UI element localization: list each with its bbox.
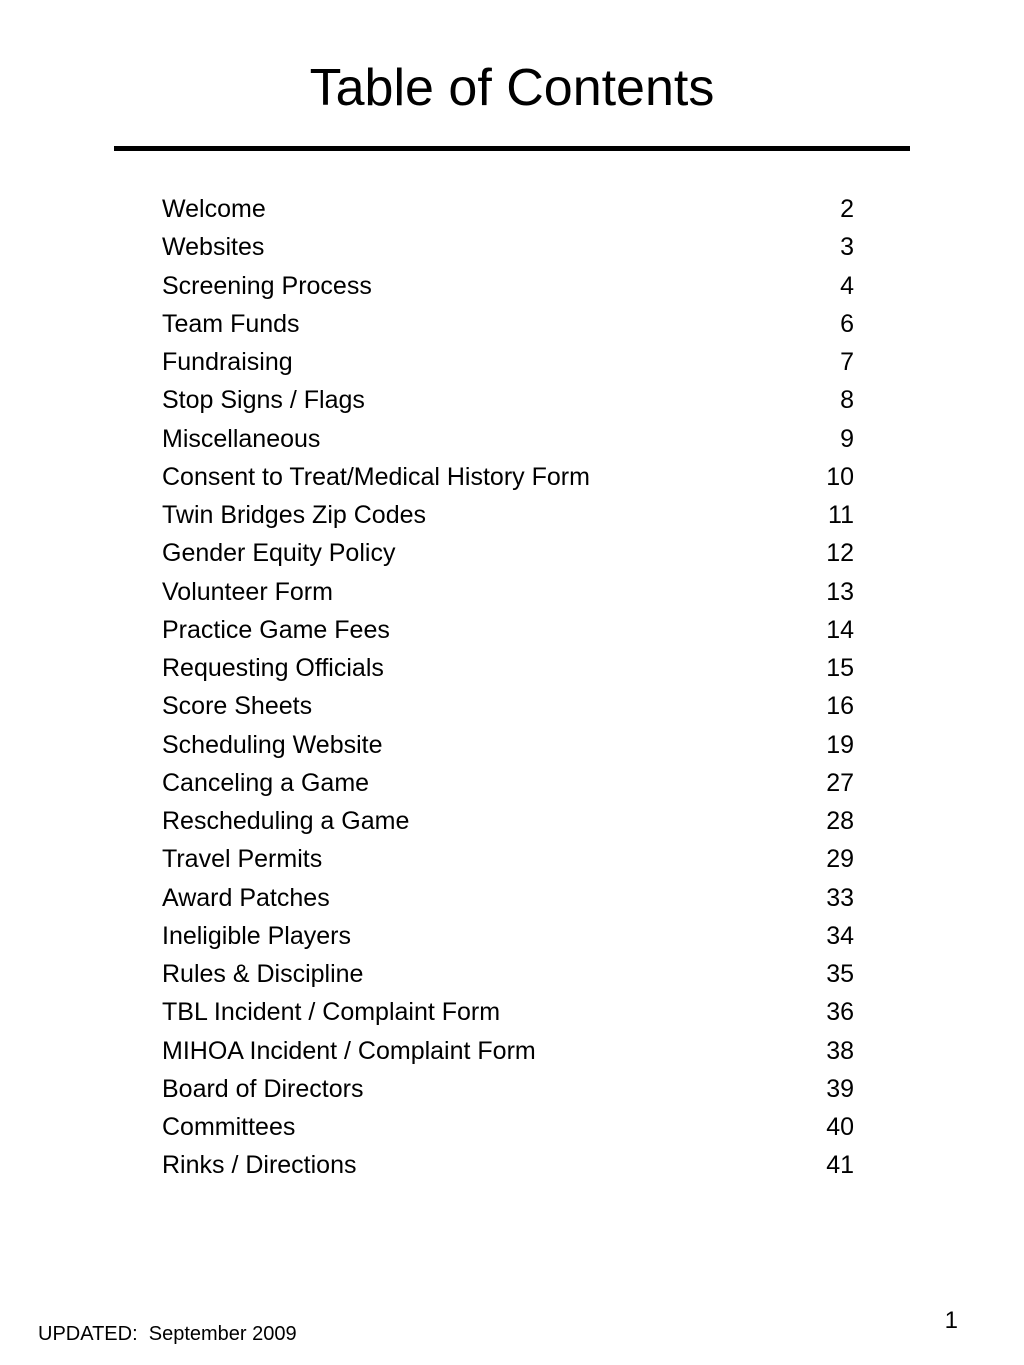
toc-entry — [162, 611, 854, 649]
toc-entry-label: Ineligible Players — [162, 921, 351, 950]
toc-entry-page: 28 — [826, 807, 854, 835]
toc-entry — [162, 649, 854, 687]
toc-entry — [162, 917, 854, 955]
toc-entry — [162, 726, 854, 764]
toc-entry — [162, 687, 854, 725]
toc-entry — [162, 228, 854, 266]
toc-entry-page: 12 — [826, 539, 854, 568]
toc-entry-label: Scheduling Website — [162, 730, 383, 759]
toc-entry-page: 6 — [840, 309, 854, 338]
toc-entry-page: 38 — [826, 1036, 854, 1065]
toc-entry-page: 27 — [826, 768, 854, 797]
updated-date: UPDATED: September 2009 — [38, 1323, 297, 1345]
toc-entry-page: 33 — [826, 883, 854, 912]
page-number: 1 — [944, 1307, 958, 1334]
toc-entry-label: Rinks / Directions — [162, 1151, 357, 1180]
toc-entry-label: Committees — [162, 1113, 296, 1141]
toc-entry-page: 34 — [826, 921, 854, 950]
toc-entry-page: 8 — [840, 386, 854, 415]
toc-entry — [162, 381, 854, 419]
toc-entry — [162, 764, 854, 802]
toc-entry-page: 14 — [826, 615, 854, 644]
toc-entry — [162, 267, 854, 305]
toc-entry-page: 11 — [828, 501, 854, 529]
toc-entry-label: Consent to Treat/Medical History Form — [162, 462, 590, 491]
toc-entry — [162, 1032, 854, 1070]
toc-entry-label: Canceling a Game — [162, 768, 370, 797]
toc-entry-label: Rules & Discipline — [162, 960, 364, 988]
toc-entry-label: Fundraising — [162, 348, 293, 376]
toc-entry — [162, 993, 854, 1031]
toc-entry-label: Board of Directors — [162, 1074, 364, 1103]
toc-entry-page: 9 — [840, 424, 854, 453]
toc-entry-page: 41 — [826, 1151, 854, 1180]
toc-entry-page: 3 — [840, 233, 854, 262]
toc-entry-label: Requesting Officials — [162, 654, 384, 682]
toc-entry-page: 16 — [826, 692, 854, 721]
page-title: Table of Contents — [309, 59, 715, 117]
toc-entry — [162, 573, 854, 611]
toc-entry — [162, 1070, 854, 1108]
title-divider — [114, 146, 910, 151]
toc-entry — [162, 955, 854, 993]
toc-entry-label: Websites — [162, 233, 265, 262]
toc-entry-label: Travel Permits — [162, 845, 323, 874]
toc-entry-page: 39 — [826, 1074, 854, 1103]
toc-entry — [162, 840, 854, 878]
toc-entry-page: 19 — [826, 730, 854, 759]
toc-entry-label: Gender Equity Policy — [162, 539, 396, 568]
toc-entry — [162, 1108, 854, 1146]
toc-entry — [162, 802, 854, 840]
toc-entry — [162, 420, 854, 458]
toc-entry-page: 29 — [826, 845, 854, 874]
toc-entry-page: 10 — [826, 462, 854, 491]
toc-entry-page: 7 — [840, 348, 854, 376]
toc-entry-label: Award Patches — [162, 883, 330, 912]
toc-entry-label: Welcome — [162, 195, 266, 223]
toc-entry — [162, 879, 854, 917]
toc-entry-label: Stop Signs / Flags — [162, 386, 365, 415]
toc-entry-page: 15 — [826, 654, 854, 682]
toc-entry-label: Score Sheets — [162, 692, 313, 721]
toc-entry — [162, 496, 854, 534]
toc-entry-page: 40 — [826, 1113, 854, 1141]
toc-entry-label: MIHOA Incident / Complaint Form — [162, 1036, 536, 1065]
toc-entry-label: Practice Game Fees — [162, 615, 390, 644]
toc-entry-label: Screening Process — [162, 271, 372, 300]
toc-entry-label: Miscellaneous — [162, 424, 321, 453]
toc-entry — [162, 343, 854, 381]
toc-entry-page: 2 — [840, 195, 854, 223]
toc-entry — [162, 458, 854, 496]
toc-entry — [162, 190, 854, 228]
toc-entry-label: Team Funds — [162, 309, 300, 338]
toc-entry — [162, 305, 854, 343]
toc-entry-label: Twin Bridges Zip Codes — [162, 501, 427, 529]
toc-entry — [162, 534, 854, 572]
toc-entry-label: TBL Incident / Complaint Form — [162, 998, 501, 1027]
table-of-contents — [162, 190, 854, 1185]
toc-entry-page: 36 — [826, 998, 854, 1027]
toc-entry — [162, 1146, 854, 1184]
toc-entry-label: Rescheduling a Game — [162, 807, 410, 835]
toc-entry-page: 35 — [826, 960, 854, 988]
toc-entry-page: 13 — [826, 577, 854, 606]
toc-entry-page: 4 — [840, 271, 854, 300]
toc-entry-label: Volunteer Form — [162, 577, 333, 606]
